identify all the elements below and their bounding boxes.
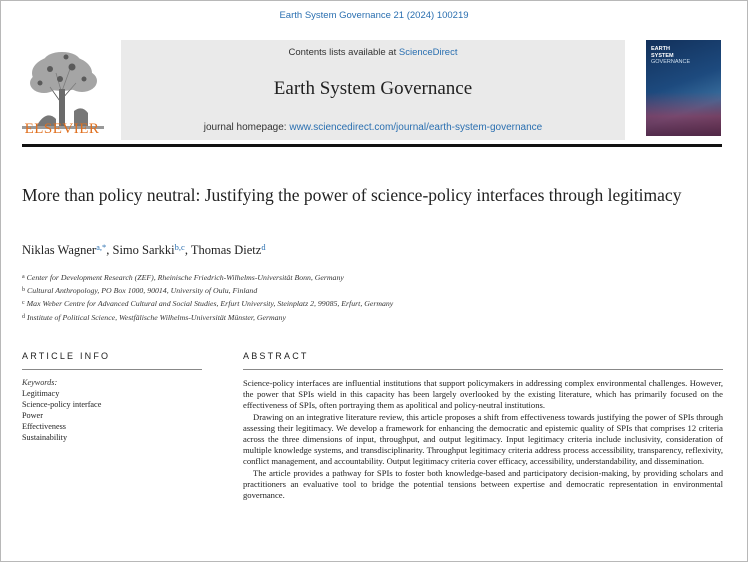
cover-line-1: EARTH [651,46,670,52]
cover-title [651,46,719,66]
abstract-rule [243,369,723,370]
journal-homepage-link[interactable]: www.sciencedirect.com/journal/earth-system-governance [289,122,543,133]
author-affiliation-ref[interactable]: d [261,242,266,252]
keyword-item: Effectiveness [22,422,66,431]
cover-line-2: SYSTEM [651,52,674,59]
author-affiliation-ref[interactable]: a,* [96,242,107,252]
author-name[interactable]: Simo Sarkki [112,243,175,257]
abstract-body [243,378,723,501]
keywords-label: Keywords: [22,378,58,387]
affiliation-text: Cultural Anthropology, PO Box 1000, 90014, University of Oulu, Finland [27,286,258,296]
contents-line [121,47,625,58]
author-name[interactable]: Niklas Wagner [22,243,97,257]
journal-citation[interactable]: Earth System Governance 21 (2024) 100219 [279,10,469,21]
journal-header [121,40,625,140]
abstract-heading: ABSTRACT [243,351,309,361]
affiliation-key: a [22,274,25,280]
sciencedirect-link[interactable]: ScienceDirect [398,47,458,58]
journal-cover-thumbnail[interactable] [646,40,721,136]
keyword-item: Science-policy interface [22,400,102,409]
affiliations [22,272,722,325]
affiliation-text: Institute of Political Science, Westfälische Wilhelms-Universität Münster, Germany [27,312,286,322]
keyword-item: Legitimacy [22,389,60,398]
cover-line-3: GOVERNANCE [651,59,691,66]
affiliation-item [22,312,722,325]
author-separator: , [106,243,113,257]
article-info-rule [22,369,202,370]
affiliation-item [22,285,722,298]
header-rule [22,144,722,147]
journal-title: Earth System Governance [273,78,473,99]
author-affiliation-ref[interactable]: b,c [174,242,185,252]
article-title: More than policy neutral: Justifying the power of science-policy interfaces through legitimacy [22,185,682,205]
keyword-list [22,388,202,443]
affiliation-text: Max Weber Centre for Advanced Cultural and Social Studies, Erfurt University, Steinplatz 2, 99085, Erfurt, Germany [26,299,394,309]
abstract-paragraph: The article provides a pathway for SPIs to foster both knowledge-based and participatory decision-making, by providing scholars and practitioners an evaluative tool to bridge the potential tensions between expertise and democratic representation in environmental governance. [243,467,723,501]
elsevier-wordmark[interactable]: ELSEVIER [24,121,100,137]
affiliation-key: b [22,287,25,294]
affiliation-item [22,298,722,311]
homepage-prefix: journal homepage: [203,122,290,133]
abstract-paragraph: Science-policy interfaces are influential institutions that support policymakers in addressing complex environmental challenges. However, the power that SPIs wield in this capacity has been largely overlooked by the existing literature, which has primarily focused on the effectiveness of SPIs, often portraying them as apolitical and policy-neutral institutions. [243,378,723,411]
affiliation-item [22,272,722,285]
article-info-heading: ARTICLE INFO [22,351,111,361]
affiliation-key: c [22,300,25,307]
homepage-line [121,122,625,133]
abstract-paragraph: Drawing on an integrative literature review, this article proposes a shift from effectiveness towards justifying the power of SPIs through assessing their legitimacy. We develop a framework for enhancing the democratic and epistemic quality of SPIs that comprises 12 criteria across the three dimensions of input, throughput, and output legitimacy. Input legitimacy criteria include inclusivity, consideration of multiple knowledge systems, and transdisciplinarity. Throughput legitimacy criteria address process accessibility, transparency, reflexivity, conflict management, and accountability. Output legitimacy criteria cover efficacy, accessibility, understandability, and dissemination. [243,411,723,467]
author-name[interactable]: Thomas Dietz [190,243,262,257]
keyword-item: Sustainability [22,433,68,442]
cover-artwork [646,92,721,136]
author-separator: , [184,243,191,257]
affiliation-key: d [22,313,25,320]
affiliation-text: Center for Development Research (ZEF), Rheinische Friedrich-Wilhelms-Universität Bonn, Germany [26,273,344,282]
keyword-item: Power [22,411,43,420]
contents-prefix: Contents lists available at [288,47,399,58]
author-list [22,243,722,258]
